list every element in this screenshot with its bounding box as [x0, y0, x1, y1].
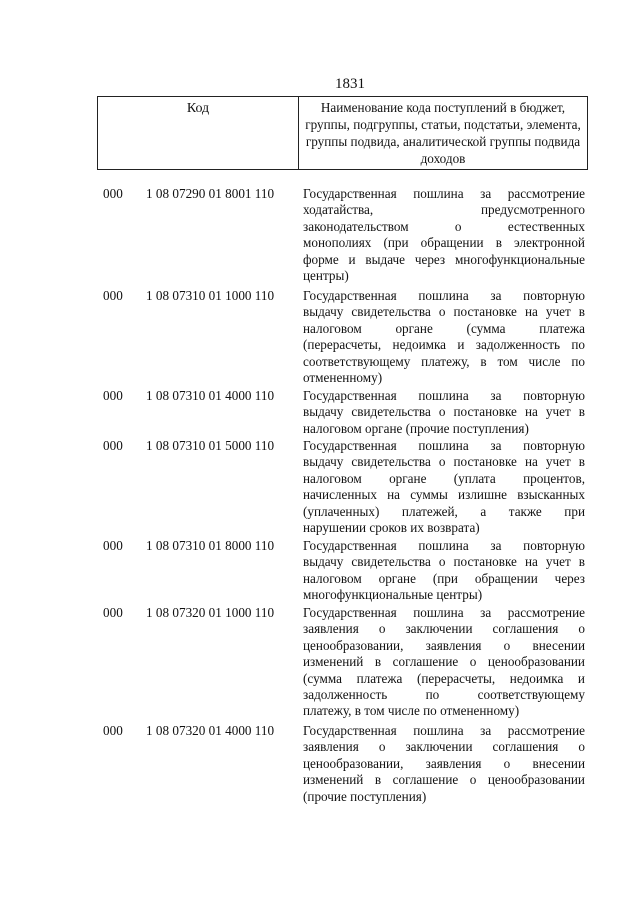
revenue-name-line: налоговом органе (при обращении через: [303, 570, 585, 586]
revenue-name-line: налоговом органе (прочие поступления): [303, 420, 529, 436]
revenue-name: [303, 186, 585, 284]
revenue-code: 1 08 07310 01 4000 110: [146, 388, 275, 403]
revenue-name: [303, 723, 585, 805]
revenue-name-line: изменений в соглашение о ценообразовании: [303, 654, 585, 670]
revenue-code: 1 08 07290 01 8001 110: [146, 186, 275, 201]
revenue-name-line: заявления о заключении соглашения о: [303, 621, 585, 637]
revenue-name-line: выдачу свидетельства о постановке на учет в: [303, 454, 585, 470]
revenue-name: [303, 388, 585, 437]
revenue-name-line: многофункциональные центры): [303, 587, 483, 603]
revenue-name: [303, 605, 585, 720]
revenue-name-line: центры): [303, 267, 349, 283]
header-name-column: Наименование кода поступлений в бюджет, группы, подгруппы, статьи, подстатьи, элемента, группы подвида, аналитической группы подвида доходов: [305, 100, 581, 166]
revenue-name-line: соответствующему платежу, в том числе по: [303, 353, 585, 369]
revenue-name-line: Государственная пошлина за рассмотрение: [303, 605, 585, 620]
revenue-name-line: (прочие поступления): [303, 788, 427, 804]
revenue-name: [303, 438, 585, 536]
revenue-code: 1 08 07310 01 1000 110: [146, 288, 275, 303]
revenue-name: [303, 538, 585, 604]
revenue-name-line: выдачу свидетельства о постановке на учет в: [303, 554, 585, 570]
revenue-name-line: выдачу свидетельства о постановке на учет в: [303, 404, 585, 420]
revenue-name-line: нарушении сроков их возврата): [303, 519, 480, 535]
revenue-code: 1 08 07310 01 5000 110: [146, 438, 275, 453]
admin-code: 000: [103, 186, 123, 201]
revenue-name-line: ценообразовании, заявления о внесении: [303, 637, 585, 653]
revenue-name-line: Государственная пошлина за рассмотрение: [303, 723, 585, 738]
revenue-name-line: Государственная пошлина за повторную: [303, 538, 585, 553]
revenue-code: 1 08 07310 01 8000 110: [146, 538, 275, 553]
revenue-code: 1 08 07320 01 4000 110: [146, 723, 275, 738]
revenue-name-line: налоговом органе (сумма платежа: [303, 320, 585, 336]
revenue-name-line: выдачу свидетельства о постановке на учет в: [303, 304, 585, 320]
revenue-name-line: начисленных на суммы излишне взысканных: [303, 487, 585, 503]
revenue-name-line: изменений в соглашение о ценообразовании: [303, 772, 585, 788]
revenue-name-line: монополиях (при обращении в электронной: [303, 235, 585, 251]
admin-code: 000: [103, 723, 123, 738]
revenue-name-line: отмененному): [303, 369, 383, 385]
revenue-name-line: законодательством о естественных: [303, 218, 585, 234]
revenue-name-line: Государственная пошлина за рассмотрение: [303, 186, 585, 201]
admin-code: 000: [103, 438, 123, 453]
revenue-name-line: Государственная пошлина за повторную: [303, 438, 585, 453]
revenue-name-line: Государственная пошлина за повторную: [303, 388, 585, 403]
revenue-name-line: платежу, в том числе по отмененному): [303, 703, 520, 719]
revenue-name-line: (сумма платежа (перерасчеты, недоимка и: [303, 670, 585, 686]
admin-code: 000: [103, 538, 123, 553]
revenue-name-line: Государственная пошлина за повторную: [303, 288, 585, 303]
revenue-name-line: (уплаченных) платежей, а также при: [303, 503, 585, 519]
revenue-name-line: форме и выдаче через многофункциональные: [303, 251, 585, 267]
revenue-name-line: задолженность по соответствующему: [303, 686, 585, 702]
revenue-code: 1 08 07320 01 1000 110: [146, 605, 275, 620]
revenue-name-line: заявления о заключении соглашения о: [303, 739, 585, 755]
table-header: [97, 96, 588, 170]
revenue-name-line: ходатайства, предусмотренного: [303, 202, 585, 218]
page-number: 1831: [335, 76, 365, 92]
admin-code: 000: [103, 288, 123, 303]
header-code-column: Код: [98, 97, 299, 169]
revenue-name-line: ценообразовании, заявления о внесении: [303, 755, 585, 771]
revenue-name: [303, 288, 585, 386]
revenue-name-line: (перерасчеты, недоимка и задолженность по: [303, 337, 585, 353]
revenue-name-line: налоговом органе (уплата процентов,: [303, 470, 585, 486]
admin-code: 000: [103, 388, 123, 403]
admin-code: 000: [103, 605, 123, 620]
